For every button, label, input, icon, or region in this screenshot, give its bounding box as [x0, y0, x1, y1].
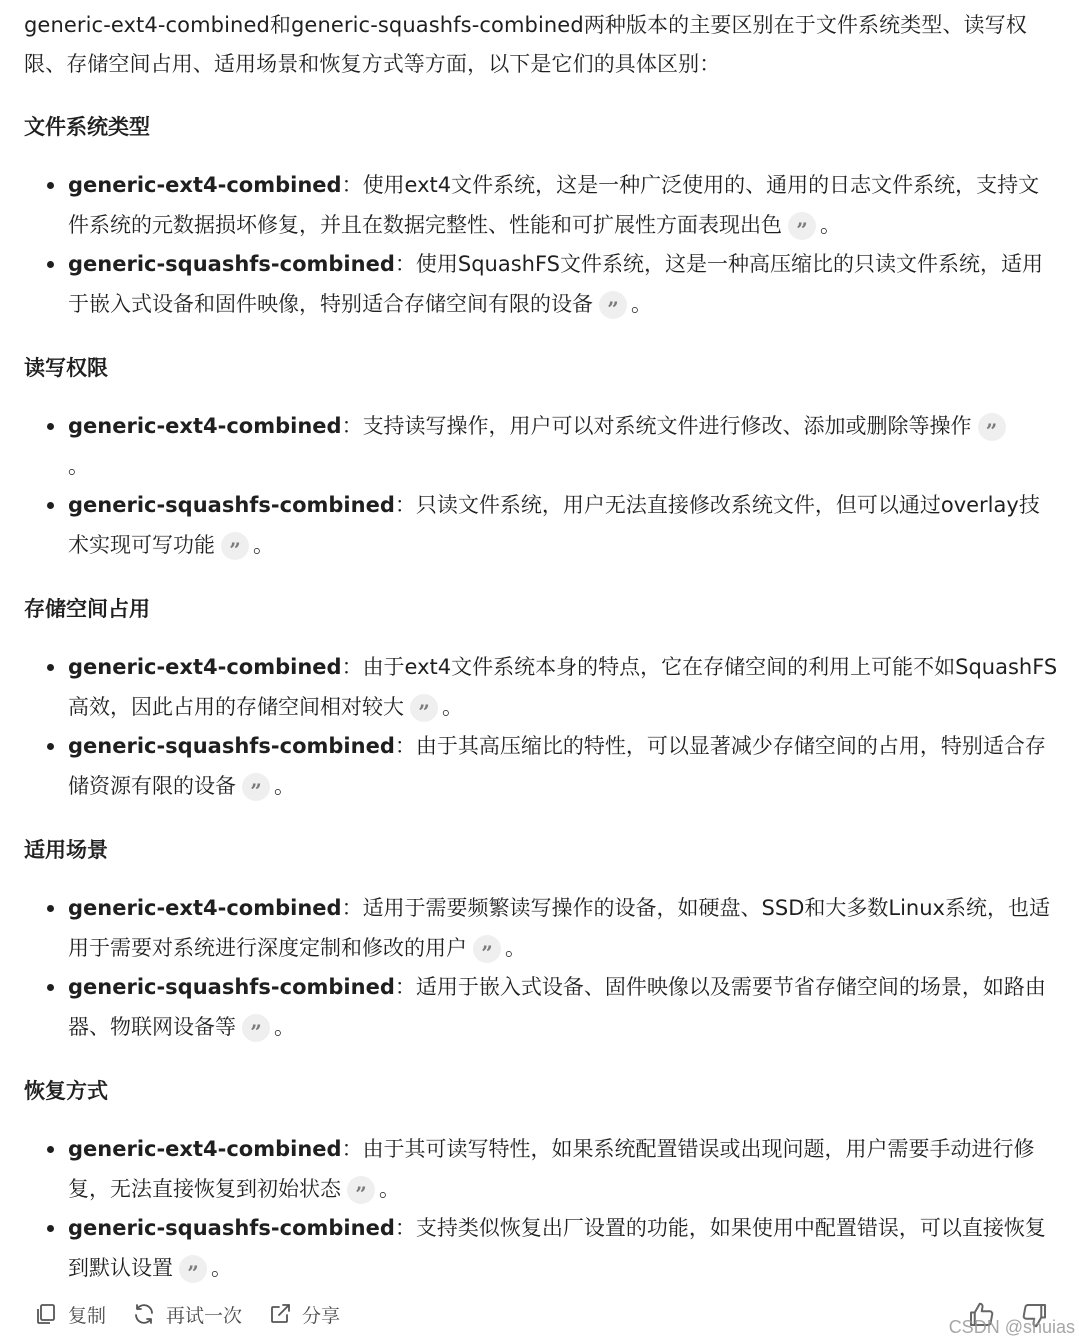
answer-content: [24, 6, 1060, 1288]
citation-quote-icon[interactable]: ”: [347, 1176, 375, 1204]
list-item-text: 适用于需要频繁读写操作的设备，如硬盘、SSD和大多数Linux系统，也适用于需要对系统进行深度定制和修改的用户: [68, 896, 1050, 960]
share-button[interactable]: [268, 1301, 340, 1328]
list-item-text: 支持读写操作，用户可以对系统文件进行修改、添加或删除等操作: [362, 414, 972, 438]
list-item-term: generic-squashfs-combined: [68, 975, 395, 999]
section-list: [24, 407, 1060, 565]
list-item-text: 由于其可读写特性，如果系统配置错误或出现问题，用户需要手动进行修复，无法直接恢复到初始状态: [68, 1137, 1035, 1201]
citation-quote-icon[interactable]: ”: [599, 291, 627, 319]
citation-quote-icon[interactable]: ”: [410, 694, 438, 722]
citation-quote-icon[interactable]: ”: [179, 1255, 207, 1283]
refresh-icon: [132, 1302, 156, 1326]
citation-quote-icon[interactable]: ”: [242, 773, 270, 801]
section-title: 读写权限: [24, 356, 108, 380]
section-title: 文件系统类型: [24, 115, 150, 139]
list-item: generic-ext4-combined：由于ext4文件系统本身的特点，它在存储空间的利用上可能不如SquashFS高效，因此占用的存储空间相对较大 ” 。: [24, 648, 1060, 727]
list-item-term: generic-ext4-combined: [68, 414, 342, 438]
share-icon: [268, 1302, 292, 1326]
section-title: 恢复方式: [24, 1079, 108, 1103]
citation-quote-icon[interactable]: ”: [242, 1014, 270, 1042]
list-item-term: generic-ext4-combined: [68, 655, 342, 679]
citation-quote-icon[interactable]: ”: [978, 413, 1006, 441]
list-item-text: 使用SquashFS文件系统，这是一种高压缩比的只读文件系统，适用于嵌入式设备和固件映像，特别适合存储空间有限的设备: [68, 252, 1043, 316]
citation-quote-icon[interactable]: ”: [788, 212, 816, 240]
list-item-term: generic-ext4-combined: [68, 896, 342, 920]
answer-toolbar: [34, 1300, 366, 1328]
section-list: [24, 1130, 1060, 1288]
list-item-text: 由于其高压缩比的特性，可以显著减少存储空间的占用，特别适合存储资源有限的设备: [68, 734, 1046, 798]
list-item-text: 使用ext4文件系统，这是一种广泛使用的、通用的日志文件系统，支持文件系统的元数据损坏修复，并且在数据完整性、性能和可扩展性方面表现出色: [68, 173, 1040, 237]
copy-icon: [34, 1302, 58, 1326]
list-item-term: generic-squashfs-combined: [68, 734, 395, 758]
citation-quote-icon[interactable]: ”: [473, 935, 501, 963]
list-item: generic-squashfs-combined：由于其高压缩比的特性，可以显著减少存储空间的占用，特别适合存储资源有限的设备 ” 。: [24, 727, 1060, 806]
section-title: 存储空间占用: [24, 597, 150, 621]
list-item: generic-ext4-combined：支持读写操作，用户可以对系统文件进行修改、添加或删除等操作 ” 。: [24, 407, 1060, 486]
retry-label: 再试一次: [166, 1304, 243, 1327]
list-item: generic-ext4-combined：使用ext4文件系统，这是一种广泛使用的、通用的日志文件系统，支持文件系统的元数据损坏修复，并且在数据完整性、性能和可扩展性方面表现出色 ” 。: [24, 166, 1060, 245]
list-item-text: 支持类似恢复出厂设置的功能，如果使用中配置错误，可以直接恢复到默认设置: [68, 1216, 1046, 1280]
intro-paragraph: generic-ext4-combined和generic-squashfs-combined两种版本的主要区别在于文件系统类型、读写权限、存储空间占用、适用场景和恢复方式等方面，以下是它们的具体区别：: [24, 13, 1027, 76]
list-item: generic-squashfs-combined：支持类似恢复出厂设置的功能，如果使用中配置错误，可以直接恢复到默认设置 ” 。: [24, 1209, 1060, 1288]
list-item: generic-squashfs-combined：使用SquashFS文件系统，这是一种高压缩比的只读文件系统，适用于嵌入式设备和固件映像，特别适合存储空间有限的设备 ” 。: [24, 245, 1060, 324]
citation-quote-icon[interactable]: ”: [221, 532, 249, 560]
section-title: 适用场景: [24, 838, 108, 862]
list-item: generic-squashfs-combined：只读文件系统，用户无法直接修改系统文件，但可以通过overlay技术实现可写功能 ” 。: [24, 486, 1060, 565]
list-item-term: generic-ext4-combined: [68, 173, 342, 197]
list-item-text: 只读文件系统，用户无法直接修改系统文件，但可以通过overlay技术实现可写功能: [68, 493, 1040, 557]
list-item-text: 由于ext4文件系统本身的特点，它在存储空间的利用上可能不如SquashFS高效，因此占用的存储空间相对较大: [68, 655, 1058, 719]
list-item-term: generic-ext4-combined: [68, 1137, 342, 1161]
list-item-term: generic-squashfs-combined: [68, 252, 395, 276]
list-item-text: 适用于嵌入式设备、固件映像以及需要节省存储空间的场景，如路由器、物联网设备等: [68, 975, 1046, 1039]
list-item: generic-squashfs-combined：适用于嵌入式设备、固件映像以及需要节省存储空间的场景，如路由器、物联网设备等 ” 。: [24, 968, 1060, 1047]
list-item: generic-ext4-combined：适用于需要频繁读写操作的设备，如硬盘、SSD和大多数Linux系统，也适用于需要对系统进行深度定制和修改的用户 ” 。: [24, 889, 1060, 968]
list-item: generic-ext4-combined：由于其可读写特性，如果系统配置错误或出现问题，用户需要手动进行修复，无法直接恢复到初始状态 ” 。: [24, 1130, 1060, 1209]
watermark: CSDN @shuias: [948, 1317, 1075, 1337]
copy-button[interactable]: [34, 1301, 106, 1328]
list-item-term: generic-squashfs-combined: [68, 1216, 395, 1240]
copy-label: 复制: [68, 1304, 107, 1327]
list-item-term: generic-squashfs-combined: [68, 493, 395, 517]
section-list: [24, 889, 1060, 1047]
share-label: 分享: [302, 1304, 341, 1327]
section-list: [24, 166, 1060, 324]
retry-button[interactable]: [132, 1301, 242, 1328]
section-list: [24, 648, 1060, 806]
